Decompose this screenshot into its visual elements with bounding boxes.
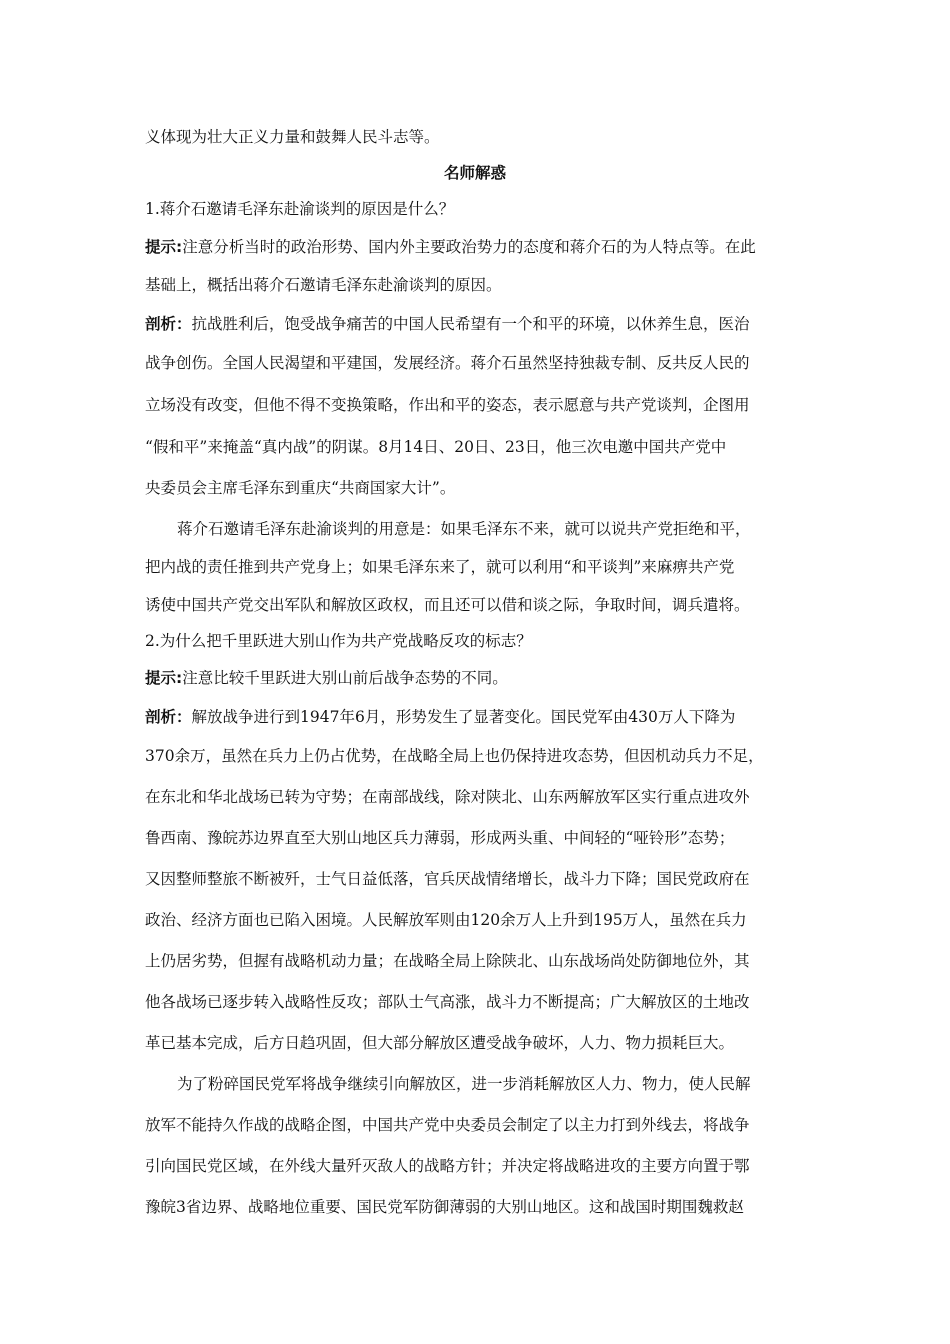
hint-paragraph-2 xyxy=(145,667,825,689)
text-line: 又因整师整旅不断被歼，士气日益低落，官兵厌战情绪增长，战斗力下降；国民党政府在 xyxy=(145,870,750,888)
text-line: 放军不能持久作战的战略企图，中国共产党中央委员会制定了以主力打到外线去，将战争 xyxy=(145,1116,750,1134)
text-line: 把内战的责任推到共产党身上；如果毛泽东来了，就可以利用“和平谈判”来麻痹共产党 xyxy=(145,558,735,576)
text-line: 鲁西南、豫皖苏边界直至大别山地区兵力薄弱，形成两头重、中间轻的“哑铃形”态势； xyxy=(145,829,735,847)
question-2: 2.为什么把千里跃进大别山作为共产党战略反攻的标志？ xyxy=(145,632,532,650)
hint-label: 提示: xyxy=(145,669,183,687)
text-line: 引向国民党区域，在外线大量歼灭敌人的战略方针；并决定将战略进攻的主要方向置于鄂 xyxy=(145,1157,750,1175)
text-line: 政治、经济方面也已陷入困境。人民解放军则由120余万人上升到195万人，虽然在兵力 xyxy=(145,911,747,929)
analysis-text: 抗战胜利后，饱受战争痛苦的中国人民希望有一个和平的环境，以休养生息，医治 xyxy=(191,315,750,333)
analysis-label: 剖析： xyxy=(145,708,192,726)
text-line: 战争创伤。全国人民渴望和平建国，发展经济。蒋介石虽然坚持独裁专制、反共反人民的 xyxy=(145,354,750,372)
hint-text: 注意比较千里跃进大别山前后战争态势的不同。 xyxy=(182,669,508,687)
hint-paragraph-1 xyxy=(145,236,825,258)
text-line: 基础上，概括出蒋介石邀请毛泽东赴渝谈判的原因。 xyxy=(145,276,502,294)
analysis-label: 剖析： xyxy=(145,315,192,333)
text-line: 蒋介石邀请毛泽东赴渝谈判的用意是：如果毛泽东不来，就可以说共产党拒绝和平， xyxy=(177,520,751,538)
question-1: 1.蒋介石邀请毛泽东赴渝谈判的原因是什么？ xyxy=(145,200,455,218)
text-line: 370余万，虽然在兵力上仍占优势，在战略全局上也仍保持进攻态势，但因机动兵力不足， xyxy=(145,747,764,765)
text-line: 他各战场已逐步转入战略性反攻；部队士气高涨，战斗力不断提高；广大解放区的土地改 xyxy=(145,993,750,1011)
text-line: 央委员会主席毛泽东到重庆“共商国家大计”。 xyxy=(145,479,456,497)
text-line: 在东北和华北战场已转为守势；在南部战线，除对陕北、山东两解放军区实行重点进攻外 xyxy=(145,788,750,806)
analysis-paragraph-1 xyxy=(145,313,825,335)
text-line: 立场没有改变，但他不得不变换策略，作出和平的姿态，表示愿意与共产党谈判，企图用 xyxy=(145,396,750,414)
section-heading: 名师解惑 xyxy=(443,163,506,182)
analysis-text: 解放战争进行到1947年6月，形势发生了显著变化。国民党军由430万人下降为 xyxy=(191,708,736,726)
text-line: 义体现为壮大正义力量和鼓舞人民斗志等。 xyxy=(145,128,440,146)
text-line: 上仍居劣势，但握有战略机动力量；在战略全局上除陕北、山东战场尚处防御地位外，其 xyxy=(145,952,750,970)
hint-text: 注意分析当时的政治形势、国内外主要政治势力的态度和蒋介石的为人特点等。在此 xyxy=(182,238,756,256)
text-line: 诱使中国共产党交出军队和解放区政权，而且还可以借和谈之际，争取时间，调兵遣将。 xyxy=(145,596,750,614)
text-line: 革已基本完成，后方日趋巩固，但大部分解放区遭受战争破坏，人力、物力损耗巨大。 xyxy=(145,1034,735,1052)
hint-label: 提示: xyxy=(145,238,183,256)
text-line: 豫皖3省边界、战略地位重要、国民党军防御薄弱的大别山地区。这和战国时期围魏救赵 xyxy=(145,1198,744,1216)
text-line: “假和平”来掩盖“真内战”的阴谋。8月14日、20日、23日，他三次电邀中国共产党中 xyxy=(145,438,727,456)
analysis-paragraph-2 xyxy=(145,706,825,728)
text-line: 为了粉碎国民党军将战争继续引向解放区，进一步消耗解放区人力、物力，使人民解 xyxy=(177,1075,751,1093)
